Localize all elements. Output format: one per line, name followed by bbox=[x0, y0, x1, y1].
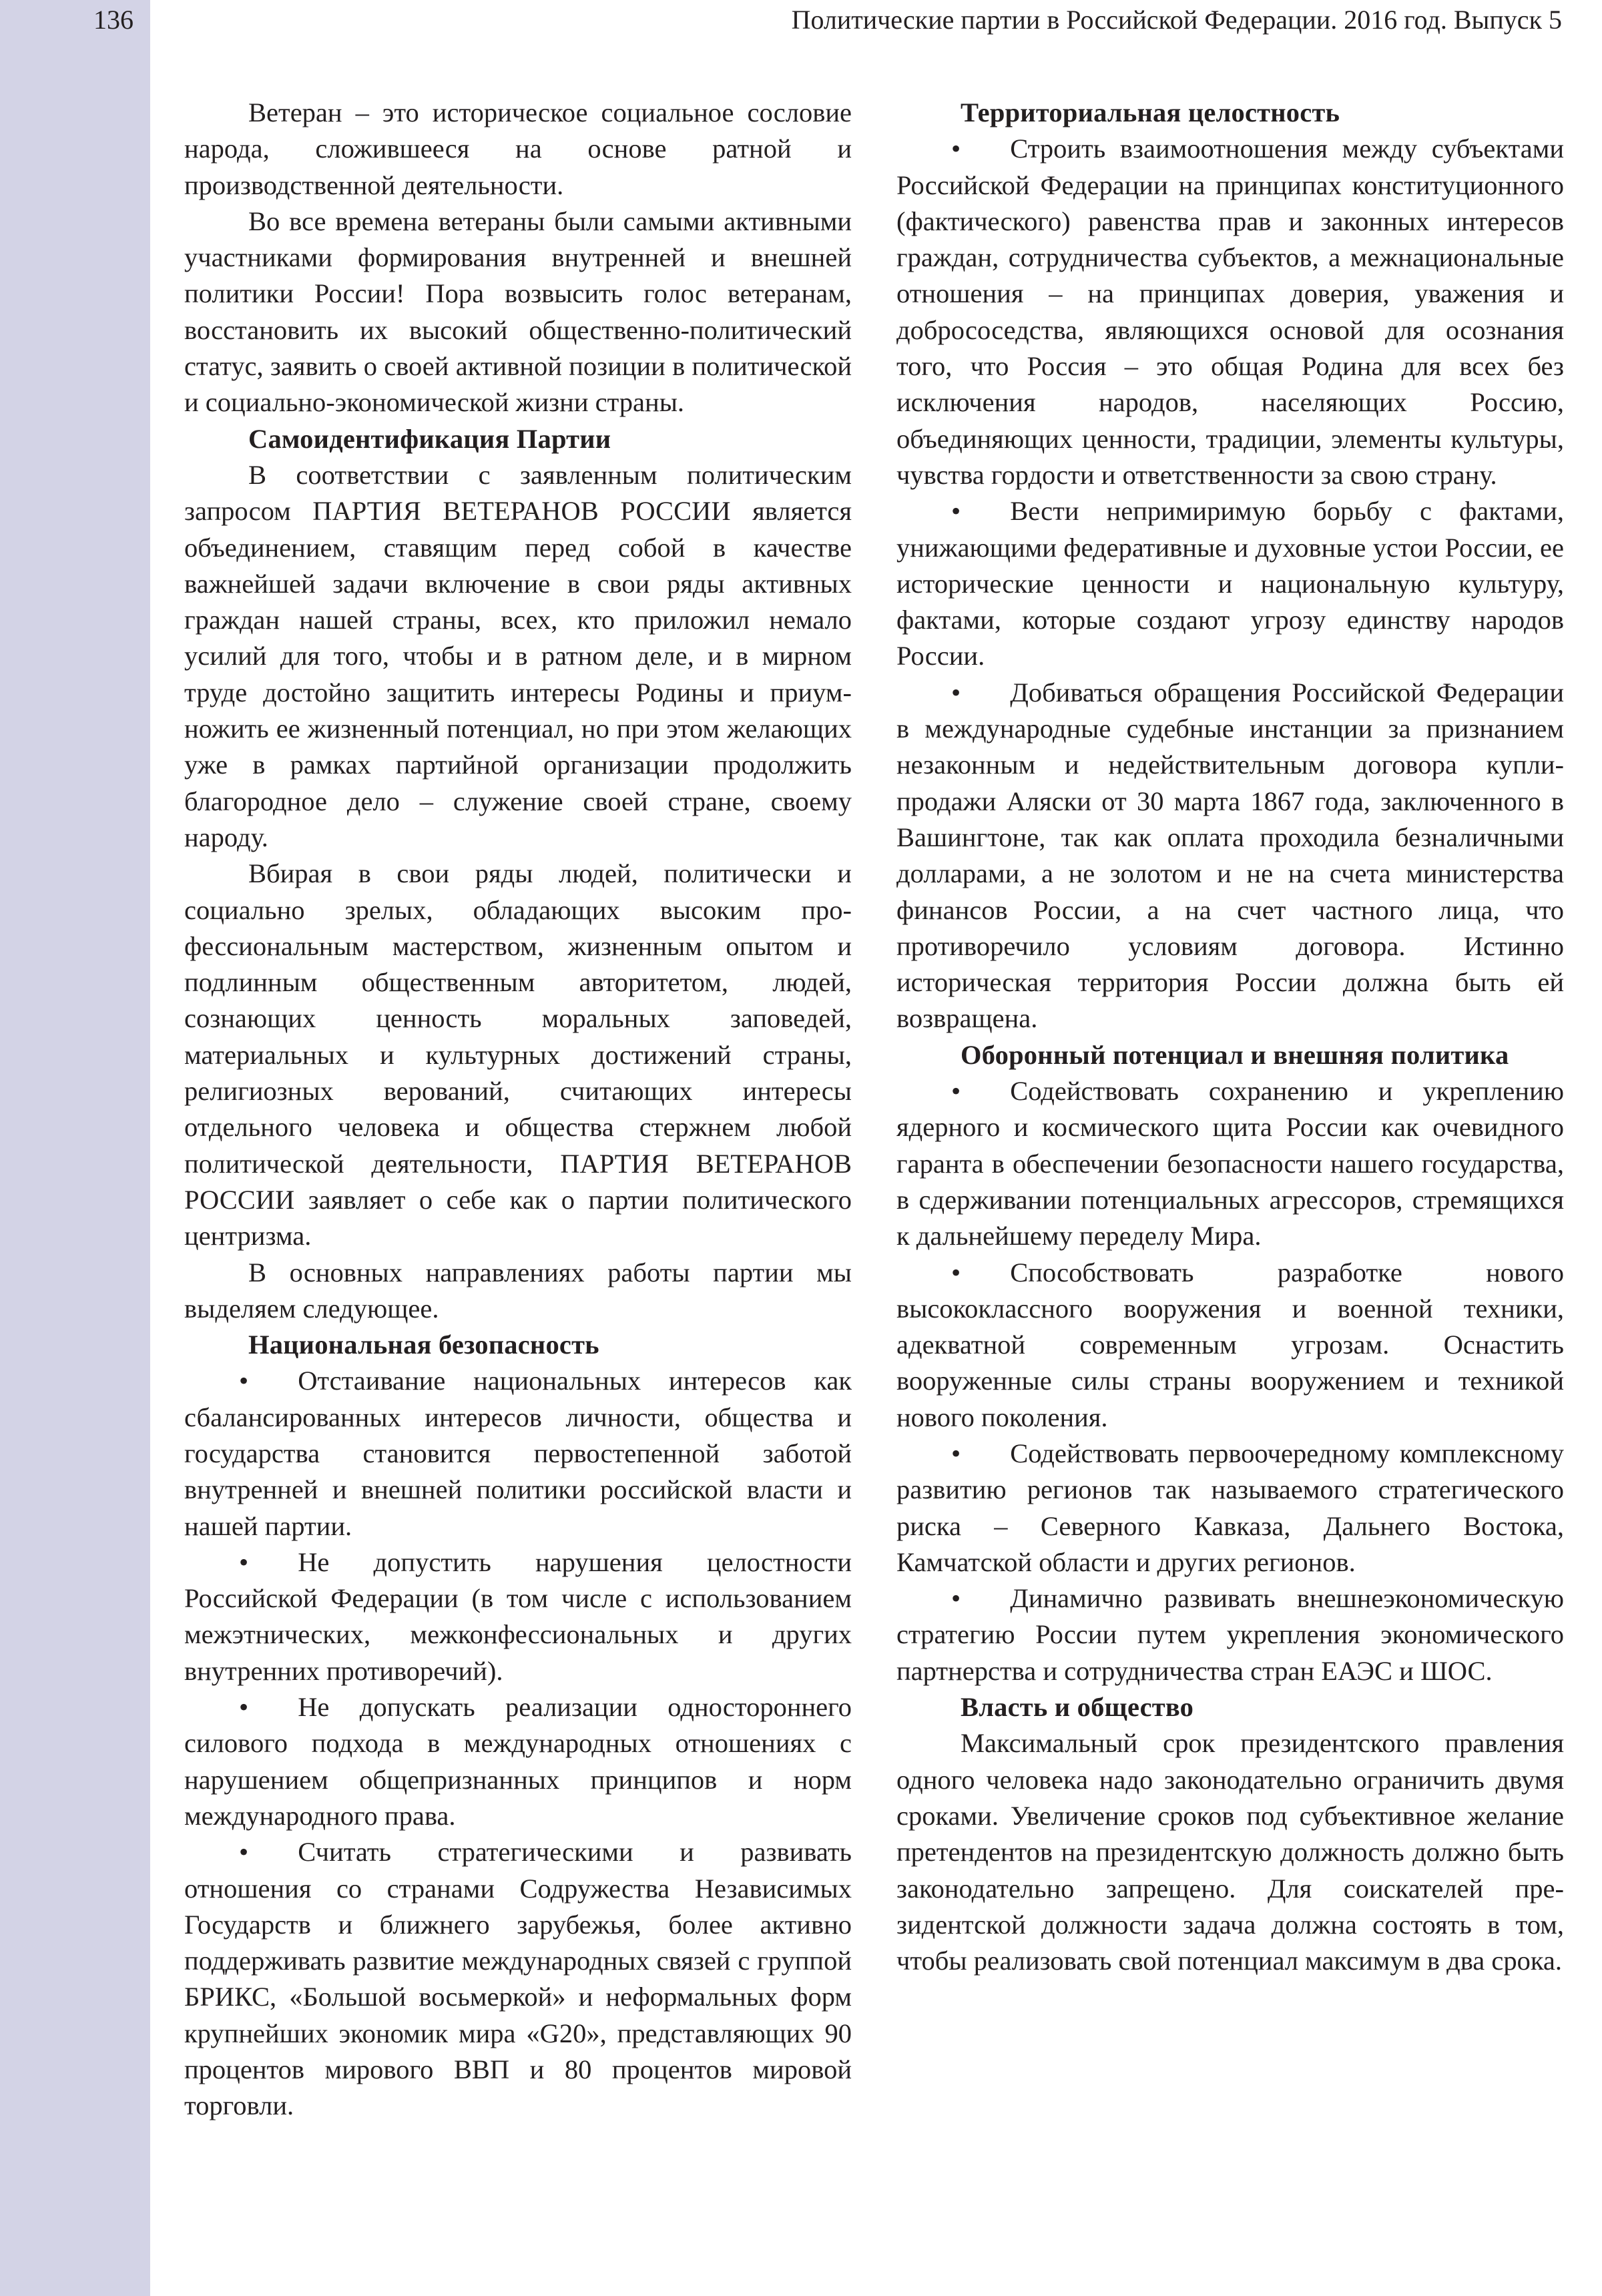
bullet-text: Динамично развивать внешнеэкономическую стратегию России путем укрепления экономического партнерства и сотрудничества стран ЕАЭС и ШОС. bbox=[896, 1583, 1564, 1686]
page-number: 136 bbox=[93, 5, 134, 35]
heading-territorial-integrity: Территориальная целостность bbox=[961, 97, 1340, 127]
bullet-text: Вести непримиримую борьбу с фактами, унижающими федеративные и духовные устои России, ее исторические ценности и национальную культуру, фактами, которые создают угрозу единству народов России. bbox=[896, 496, 1564, 671]
bullet-national-interests bbox=[184, 1363, 852, 1544]
paragraph-presidential-terms: Максимальный срок президентского правления одного человека надо законодательно ограничить двумя сроками. Увеличение сроков под субъективное желание претендентов на президентскую должность должно быть законодательно запрещено. Для соискателей президентской должности задача должна состоять в том, чтобы реализовать свой потенциал максимум в два срока. bbox=[896, 1728, 1564, 1976]
bullet-icon: • bbox=[239, 1546, 249, 1577]
bullet-icon: • bbox=[951, 133, 961, 164]
paragraph-veteran-definition: Ветеран – это историческое социальное сословие народа, сложившееся на основе ратной и производственной деятельности. bbox=[184, 97, 852, 200]
heading-power-society: Власть и общество bbox=[961, 1692, 1194, 1723]
bullet-icon: • bbox=[951, 677, 961, 707]
bullet-territorial-integrity bbox=[184, 1544, 852, 1689]
left-column bbox=[184, 95, 852, 2124]
bullet-unilateral-force bbox=[184, 1689, 852, 1834]
bullet-text: Добиваться обращения Российской Федерации в международные судебные инстанции за признанием незаконным и недействительным договора купли-продажи Аляски от 30 марта 1867 года, заключенного в Вашингтоне, так как оплата проходила безналичными долларами, а не золотом и не на счета министерства финансов России, а на счет частного лица, что противоречило условиям договора. Истинно историческая территория России должна быть ей возвращена. bbox=[896, 677, 1564, 1034]
bullet-icon: • bbox=[951, 1438, 961, 1468]
bullet-text: Не допускать реализации одностороннего силового подхода в международных отношениях с нарушением общепризнанных принципов и норм международного права. bbox=[184, 1692, 852, 1831]
bullet-text: Отстаивание национальных интересов как сбалансированных интересов личности, общества и государства становится первостепенной заботой внутренней и внешней политики российской власти и нашей партии. bbox=[184, 1366, 852, 1541]
bullet-text: Не допустить нарушения целостности Российской Федерации (в том числе с использованием межэтнических, межконфессиональных и других внутренних противоречий). bbox=[184, 1546, 852, 1686]
heading-national-security: Национальная безопасность bbox=[248, 1330, 599, 1360]
bullet-icon: • bbox=[951, 496, 961, 527]
side-color-band bbox=[0, 0, 150, 2296]
bullet-fight-humiliation bbox=[896, 493, 1564, 674]
bullet-text: Считать стратегическими и развивать отношения со странами Содружества Независимых Государств и ближнего зарубежья, более активно поддерживать развитие международных связей с группой БРИКС, «Большой восьмеркой» и неформальных форм крупнейших экономик мира «G20», представляющих 90 процентов мирового ВВП и 80 процентов мировой торговли. bbox=[184, 1837, 852, 2121]
bullet-text: Способствовать разработке нового высококлассного вооружения и военной техники, адекватной современным угрозам. Оснастить вооруженные силы страны вооружением и техникой нового поколения. bbox=[896, 1257, 1564, 1432]
bullet-icon: • bbox=[239, 1837, 249, 1868]
bullet-foreign-economic-strategy bbox=[896, 1581, 1564, 1689]
bullet-text: Строить взаимоотношения между субъектами Российской Федерации на принципах конституционного (фактического) равенства прав и законных интересов граждан, сотрудничества субъектов, а межнациональные отношения – на принципах доверия, уважения и добрососедства, являющихся основой для осознания того, что Россия – это общая Родина для всех без исключения народов, населяющих Россию, объединяющих ценности, традиции, элементы культуры, чувства гордости и ответственности за свою страну. bbox=[896, 133, 1564, 490]
bullet-new-weapons bbox=[896, 1255, 1564, 1436]
right-column bbox=[896, 95, 1564, 1979]
heading-self-identification: Самоидентификация Партии bbox=[248, 423, 611, 454]
bullet-icon: • bbox=[951, 1076, 961, 1107]
paragraph-veterans-role: Во все времена ветераны были самыми активными участниками формирования внутренней и внешней политики России! Пора возвысить голос ветеранам, восстановить их высокий общественно-политический статус, заявить о своей активной позиции в политической и социально-экономической жизни страны. bbox=[184, 206, 852, 418]
bullet-cis-relations bbox=[184, 1834, 852, 2124]
bullet-alaska-claim bbox=[896, 675, 1564, 1037]
paragraph-party-centrism: Вбирая в свои ряды людей, политически и социально зрелых, обладающих высоким профессиональным мастерством, жизненным опытом и подлинным общественным авторитетом, людей, сознающих ценность моральных заповедей, материальных и культурных достижений страны, религиозных верований, считающих интересы отдельного человека и общества стержнем любой политической деятельности, ПАРТИЯ ВЕТЕРАНОВ РОССИИ заявляет о себе как о партии политического центризма. bbox=[184, 858, 852, 1251]
heading-defense-foreign-policy: Оборонный потенциал и внешняя политика bbox=[961, 1039, 1509, 1070]
bullet-strategic-regions bbox=[896, 1436, 1564, 1581]
bullet-nuclear-shield bbox=[896, 1073, 1564, 1254]
bullet-icon: • bbox=[951, 1257, 961, 1287]
bullet-text: Содействовать сохранению и укреплению ядерного и космического щита России как очевидного гаранта в обеспечении безопасности нашего государства, в сдерживании потенциальных агрессоров, стремящихся к дальнейшему переделу Мира. bbox=[896, 1076, 1564, 1251]
paragraph-main-directions: В основных направлениях работы партии мы выделяем следующее. bbox=[184, 1257, 852, 1324]
paragraph-party-purpose: В соответствии с заявленным политическим запросом ПАРТИЯ ВЕТЕРАНОВ РОССИИ является объединением, ставящим перед собой в качестве важнейшей задачи включение в свои ряды активных граждан нашей страны, всех, кто приложил немало усилий для того, чтобы и в ратном деле, и в мирном труде достойно защитить интересы Родины и приумножить ее жизненный потенциал, но при этом желающих уже в рамках партийной организации продолжить благородное дело – служение своей стране, своему народу. bbox=[184, 459, 852, 852]
bullet-icon: • bbox=[239, 1366, 249, 1396]
bullet-federal-relations bbox=[896, 131, 1564, 493]
running-header-title: Политические партии в Российской Федерации. 2016 год. Выпуск 5 bbox=[791, 5, 1562, 35]
bullet-text: Содействовать первоочередному комплексному развитию регионов так называемого стратегического риска – Северного Кавказа, Дальнего Востока, Камчатской области и других регионов. bbox=[896, 1438, 1564, 1577]
bullet-icon: • bbox=[239, 1692, 249, 1723]
bullet-icon: • bbox=[951, 1583, 961, 1614]
